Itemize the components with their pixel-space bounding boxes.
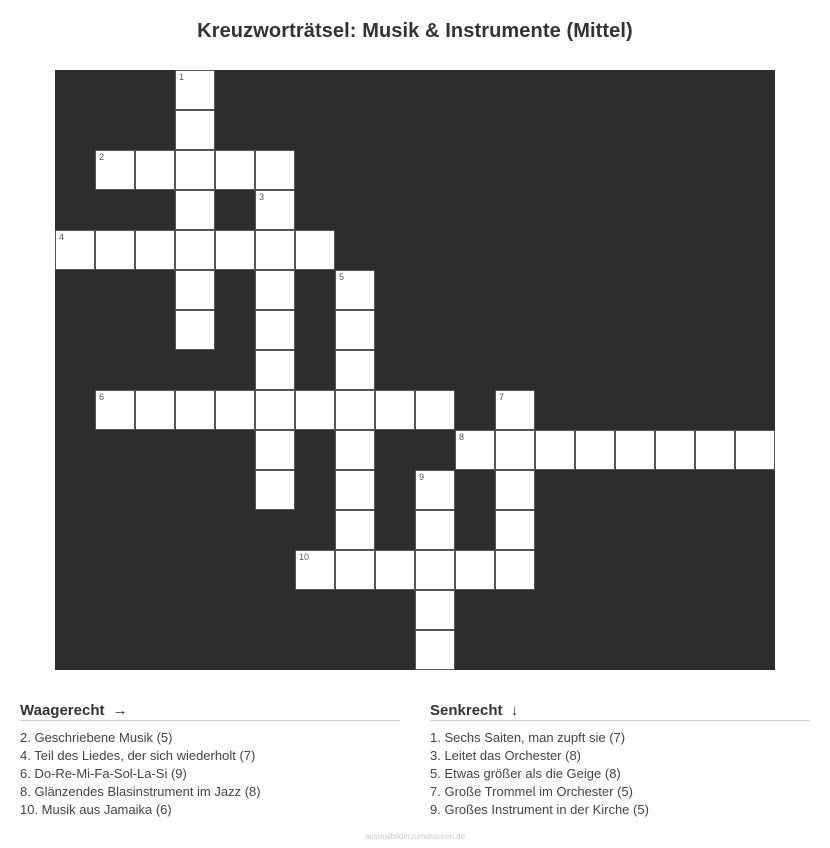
across-heading bbox=[20, 702, 400, 721]
clue-number: 10 bbox=[299, 552, 310, 562]
crossword-cell[interactable] bbox=[455, 430, 495, 470]
across-clues-section bbox=[20, 702, 400, 819]
clue-number: 4 bbox=[59, 232, 65, 242]
crossword-cell[interactable] bbox=[415, 470, 455, 510]
crossword-cell[interactable] bbox=[175, 230, 215, 270]
crossword-cell[interactable] bbox=[695, 430, 735, 470]
crossword-cell[interactable] bbox=[55, 230, 95, 270]
clue-number: 1 bbox=[179, 72, 185, 82]
crossword-cell[interactable] bbox=[215, 150, 255, 190]
crossword-cell[interactable] bbox=[495, 550, 535, 590]
crossword-cell[interactable] bbox=[255, 390, 295, 430]
across-clue: 4. Teil des Liedes, der sich wiederholt (7) bbox=[20, 748, 256, 763]
crossword-cell[interactable] bbox=[335, 350, 375, 390]
crossword-cell[interactable] bbox=[495, 430, 535, 470]
crossword-cell[interactable] bbox=[495, 390, 535, 430]
crossword-cell[interactable] bbox=[175, 70, 215, 110]
crossword-cell[interactable] bbox=[255, 190, 295, 230]
crossword-cell[interactable] bbox=[455, 550, 495, 590]
crossword-cell[interactable] bbox=[295, 550, 335, 590]
across-clue: 8. Glänzendes Blasinstrument im Jazz (8) bbox=[20, 784, 261, 799]
crossword-cell[interactable] bbox=[175, 150, 215, 190]
down-clue: 3. Leitet das Orchester (8) bbox=[430, 748, 582, 763]
clue-number: 7 bbox=[499, 392, 505, 402]
clue-number: 3 bbox=[259, 192, 265, 202]
crossword-cell[interactable] bbox=[135, 390, 175, 430]
across-clue: 2. Geschriebene Musik (5) bbox=[20, 730, 173, 745]
clue-number: 2 bbox=[99, 152, 105, 162]
crossword-cell[interactable] bbox=[175, 270, 215, 310]
crossword-cell[interactable] bbox=[95, 150, 135, 190]
crossword-cell[interactable] bbox=[135, 230, 175, 270]
clue-number: 8 bbox=[459, 432, 465, 442]
crossword-cell[interactable] bbox=[335, 470, 375, 510]
crossword-cell[interactable] bbox=[335, 310, 375, 350]
crossword-cell[interactable] bbox=[255, 230, 295, 270]
crossword-cell[interactable] bbox=[95, 390, 135, 430]
crossword-cell[interactable] bbox=[415, 630, 455, 670]
crossword-cell[interactable] bbox=[615, 430, 655, 470]
crossword-cell[interactable] bbox=[375, 550, 415, 590]
right-arrow-icon: → bbox=[112, 702, 128, 719]
crossword-cell[interactable] bbox=[415, 390, 455, 430]
crossword-cell[interactable] bbox=[175, 190, 215, 230]
page-title: Kreuzworträtsel: Musik & Instrumente (Mittel) bbox=[197, 20, 633, 42]
down-clues-section bbox=[430, 702, 810, 819]
crossword-cell[interactable] bbox=[415, 550, 455, 590]
clue-number: 5 bbox=[339, 272, 345, 282]
crossword-grid bbox=[55, 70, 775, 670]
crossword-cell[interactable] bbox=[255, 270, 295, 310]
clue-number: 6 bbox=[99, 392, 105, 402]
crossword-cell[interactable] bbox=[215, 390, 255, 430]
clue-number: 9 bbox=[419, 472, 425, 482]
down-clue: 7. Große Trommel im Orchester (5) bbox=[430, 784, 633, 799]
crossword-cell[interactable] bbox=[95, 230, 135, 270]
across-clue-list bbox=[20, 729, 400, 819]
crossword-cell[interactable] bbox=[175, 310, 215, 350]
crossword-cell[interactable] bbox=[575, 430, 615, 470]
crossword-cell[interactable] bbox=[255, 430, 295, 470]
across-clue: 10. Musik aus Jamaika (6) bbox=[20, 802, 172, 817]
crossword-cell[interactable] bbox=[535, 430, 575, 470]
crossword-cell[interactable] bbox=[175, 110, 215, 150]
crossword-cell[interactable] bbox=[295, 230, 335, 270]
crossword-cell[interactable] bbox=[335, 430, 375, 470]
crossword-cell[interactable] bbox=[335, 510, 375, 550]
crossword-cell[interactable] bbox=[655, 430, 695, 470]
crossword-cell[interactable] bbox=[255, 350, 295, 390]
crossword-cell[interactable] bbox=[255, 150, 295, 190]
crossword-cell[interactable] bbox=[215, 230, 255, 270]
across-clue: 6. Do-Re-Mi-Fa-Sol-La-Si (9) bbox=[20, 766, 187, 781]
crossword-cell[interactable] bbox=[735, 430, 775, 470]
down-arrow-icon: ↓ bbox=[510, 702, 519, 719]
crossword-cell[interactable] bbox=[255, 470, 295, 510]
crossword-cell[interactable] bbox=[295, 390, 335, 430]
down-clue: 5. Etwas größer als die Geige (8) bbox=[430, 766, 621, 781]
down-clue: 1. Sechs Saiten, man zupft sie (7) bbox=[430, 730, 626, 745]
down-heading-label: Senkrecht bbox=[430, 702, 503, 719]
down-clue: 9. Großes Instrument in der Kirche (5) bbox=[430, 802, 649, 817]
down-clue-list bbox=[430, 729, 810, 819]
crossword-cell[interactable] bbox=[175, 390, 215, 430]
crossword-cell[interactable] bbox=[415, 590, 455, 630]
down-heading bbox=[430, 702, 810, 721]
crossword-cell[interactable] bbox=[375, 390, 415, 430]
crossword-cell[interactable] bbox=[495, 470, 535, 510]
crossword-cell[interactable] bbox=[495, 510, 535, 550]
across-heading-label: Waagerecht bbox=[20, 702, 105, 719]
crossword-cell[interactable] bbox=[255, 310, 295, 350]
crossword-cell[interactable] bbox=[415, 510, 455, 550]
crossword-cell[interactable] bbox=[335, 550, 375, 590]
crossword-cell[interactable] bbox=[335, 390, 375, 430]
crossword-cell[interactable] bbox=[135, 150, 175, 190]
crossword-cell[interactable] bbox=[335, 270, 375, 310]
footer-watermark: ausmalbilderzumdrucken.de bbox=[364, 832, 466, 841]
